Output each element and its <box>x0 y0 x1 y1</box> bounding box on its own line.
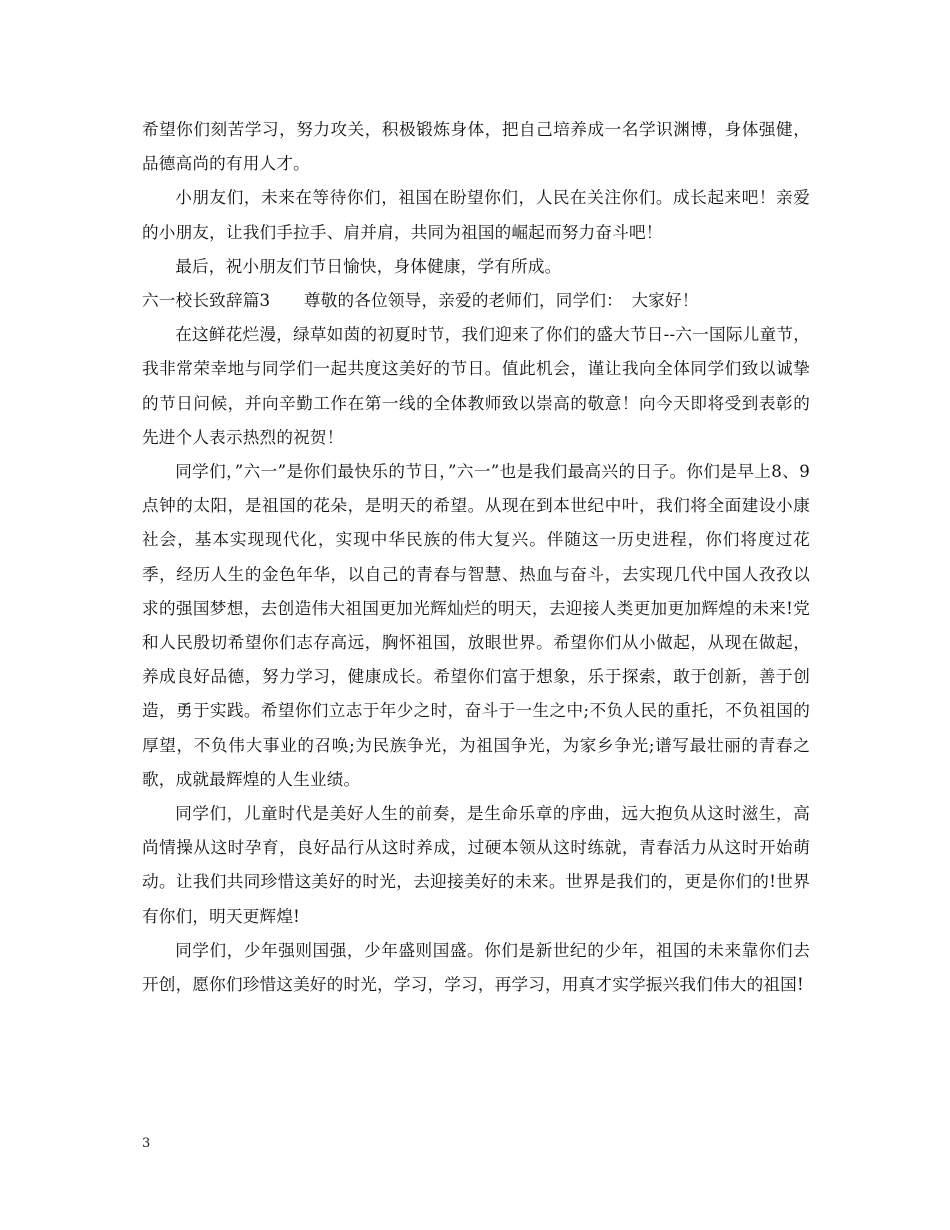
paragraph-3: 最后，祝小朋友们节日愉快，身体健康，学有所成。 <box>175 256 562 276</box>
section-heading-line: 六一校长致辞篇3 尊敬的各位领导，亲爱的老师们，同学们： 大家好！ <box>142 291 699 311</box>
paragraph-1: 希望你们刻苦学习，努力攻关，积极锻炼身体，把自己培养成一名学识渊博，身体强健，品德高尚的有用人才。 <box>142 120 810 174</box>
paragraph-2: 小朋友们，未来在等待你们，祖国在盼望你们，人民在关注你们。成长起来吧！亲爱的小朋友，让我们手拉手、肩并肩，共同为祖国的崛起而努力奋斗吧！ <box>142 188 810 242</box>
paragraph-7: 同学们，儿童时代是美好人生的前奏，是生命乐章的序曲，远大抱负从这时滋生，高尚情操从这时孕育，良好品行从这时养成，过硬本领从这时练就，青春活力从这时开始萌动。让我们共同珍惜这美好的时光，去迎接美好的未来。世界是我们的，更是你们的!世界有你们，明天更辉煌! <box>142 804 810 926</box>
page-number: 3 <box>142 1136 151 1151</box>
paragraph-6: 同学们，”六一”是你们最快乐的节日，”六一”也是我们最高兴的日子。你们是早上8、9点钟的太阳，是祖国的花朵，是明天的希望。从现在到本世纪中叶，我们将全面建设小康社会，基本实现现代化，实现中华民族的伟大复兴。伴随这一历史进程，你们将度过花季，经历人生的金色年华，以自己的青春与智慧、热血与奋斗，去实现几代中国人孜孜以求的强国梦想，去创造伟大祖国更加光辉灿烂的明天，去迎接人类更加更加辉煌的未来!党和人民殷切希望你们志存高远，胸怀祖国，放眼世界。希望你们从小做起，从现在做起，养成良好品德，努力学习，健康成长。希望你们富于想象，乐于探索，敢于创新，善于创造，勇于实践。希望你们立志于年少之时，奋斗于一生之中;不负人民的重托，不负祖国的厚望，不负伟大事业的召唤;为民族争光，为祖国争光，为家乡争光;谱写最壮丽的青春之歌，成就最辉煌的人生业绩。 <box>142 462 810 789</box>
document-body <box>142 113 810 1002</box>
paragraph-8: 同学们，少年强则国强，少年盛则国盛。你们是新世纪的少年，祖国的未来靠你们去开创，愿你们珍惜这美好的时光，学习，学习，再学习，用真才实学振兴我们伟大的祖国! <box>142 940 810 995</box>
paragraph-5: 在这鲜花烂漫，绿草如茵的初夏时节，我们迎来了你们的盛大节日--六一国际儿童节，我非常荣幸地与同学们一起共度这美好的节日。值此机会，谨让我向全体同学们致以诚挚的节日问候，并向辛勤工作在第一线的全体教师致以崇高的敬意！向今天即将受到表彰的先进个人表示热烈的祝贺！ <box>142 325 810 447</box>
